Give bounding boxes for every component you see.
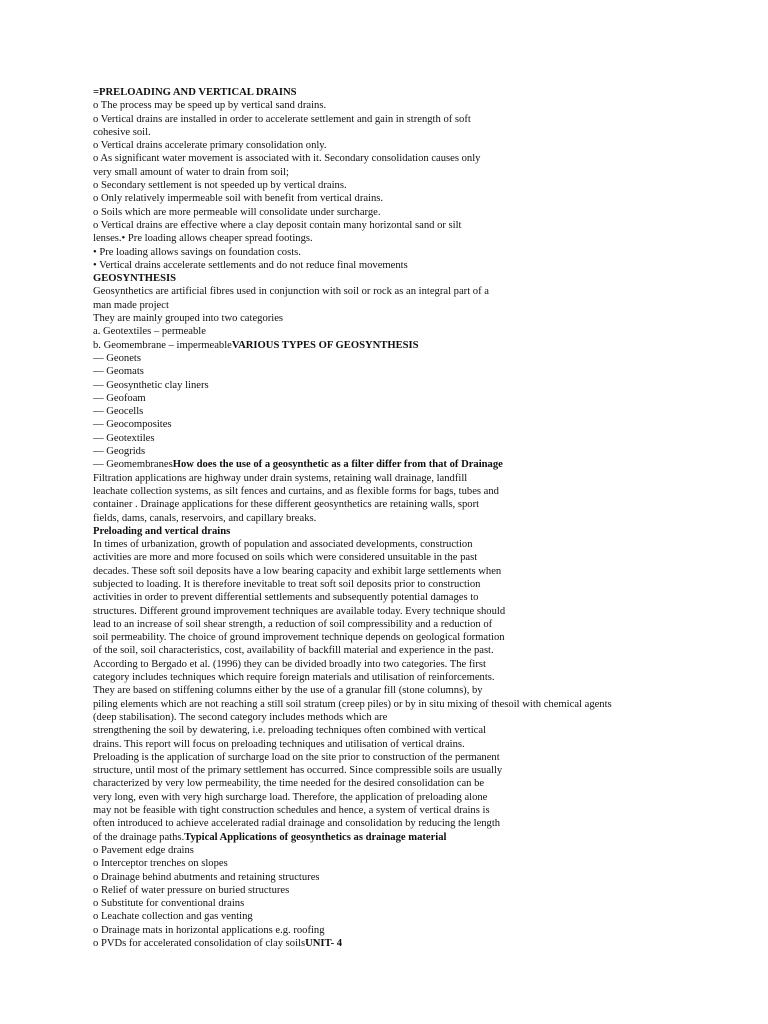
text-line (93, 152, 693, 165)
body-text: • Pre loading allows savings on foundation costs. (93, 246, 301, 258)
text-line (93, 910, 693, 923)
text-line (93, 618, 693, 631)
body-text: o Vertical drains accelerate primary consolidation only. (93, 140, 327, 152)
body-text: leachate collection systems, as silt fences and curtains, and as flexible forms for bags, tubes and (93, 485, 499, 497)
body-text: o PVDs for accelerated consolidation of clay soils (93, 938, 306, 949)
body-text: o Interceptor trenches on slopes (93, 858, 228, 870)
body-text: o Vertical drains are installed in order to accelerate settlement and gain in strength of soft (93, 113, 471, 125)
text-line (93, 498, 693, 511)
body-text: Filtration applications are highway under drain systems, retaining wall drainage, landfill (93, 472, 468, 484)
body-text: soil permeability. The choice of ground improvement technique depends on geological formation (93, 632, 505, 644)
text-line (93, 113, 693, 126)
text-line (93, 126, 693, 139)
heading-text: GEOSYNTHESIS (93, 273, 177, 285)
body-text: man made project (93, 299, 169, 311)
heading-text: UNIT- 4 (305, 938, 343, 949)
body-text: — Geonets (93, 352, 141, 364)
text-line (93, 232, 693, 245)
body-text: o The process may be speed up by vertical sand drains. (93, 100, 327, 112)
heading-text: Preloading and vertical drains (93, 525, 231, 537)
body-text: subjected to loading. It is therefore inevitable to treat soft soil deposits prior to construction (93, 578, 481, 590)
body-text: — Geotextiles (93, 432, 155, 444)
text-line (93, 684, 693, 697)
body-text: — Geogrids (93, 446, 146, 458)
body-text: o Drainage behind abutments and retaining structures (93, 871, 320, 883)
body-text: — Geocells (93, 406, 144, 418)
text-line (93, 551, 693, 564)
body-text: container . Drainage applications for these different geosynthetics are retaining walls, sport (93, 499, 480, 511)
body-text: characterized by very low permeability, the time needed for the desired consolidation can be (93, 778, 485, 790)
text-line (93, 325, 693, 338)
text-line (93, 392, 693, 405)
text-line (93, 658, 693, 671)
text-line (93, 179, 693, 192)
body-text: very long, even with very high surcharge load. Therefore, the application of preloading alone (93, 791, 488, 803)
heading-text: VARIOUS TYPES OF GEOSYNTHESIS (231, 339, 419, 351)
body-text: o Soils which are more permeable will consolidate under surcharge. (93, 206, 381, 218)
text-line (93, 578, 693, 591)
body-text: decades. These soft soil deposits have a low bearing capacity and exhibit large settlements when (93, 565, 502, 577)
heading-text: =PRELOADING AND VERTICAL DRAINS (93, 87, 297, 98)
body-text: o Drainage mats in horizontal applications e.g. roofing (93, 924, 325, 936)
text-line (93, 698, 693, 711)
text-line (93, 671, 693, 684)
text-line (93, 365, 693, 378)
text-line (93, 937, 693, 950)
body-text: lenses.• Pre loading allows cheaper spread footings. (93, 233, 313, 245)
text-line (93, 538, 693, 551)
body-text: very small amount of water to drain from soil; (93, 166, 289, 178)
text-line (93, 379, 693, 392)
text-line (93, 711, 693, 724)
body-text: activities are more and more focused on soils which were considered unsuitable in the past (93, 552, 478, 564)
body-text: • Vertical drains accelerate settlements and do not reduce final movements (93, 259, 408, 271)
text-line (93, 631, 693, 644)
text-line (93, 565, 693, 578)
body-text: lead to an increase of soil shear strength, a reduction of soil compressibility and a reduction of (93, 618, 493, 630)
body-text: activities in order to prevent differential settlements and subsequently potential damages to (93, 592, 479, 604)
body-text: a. Geotextiles – permeable (93, 326, 206, 338)
body-text: drains. This report will focus on preloading techniques and utilisation of vertical drains. (93, 738, 465, 750)
body-text: structures. Different ground improvement techniques are available today. Every technique should (93, 605, 506, 617)
body-text: Preloading is the application of surcharge load on the site prior to construction of the permanent (93, 751, 500, 763)
body-text: — Geofoam (93, 392, 146, 404)
text-line (93, 472, 693, 485)
text-line (93, 724, 693, 737)
text-line (93, 339, 693, 352)
body-text: b. Geomembrane – impermeable (93, 339, 232, 351)
text-line (93, 432, 693, 445)
heading-text: How does the use of a geosynthetic as a filter differ from that of Drainage (172, 459, 503, 471)
text-line (93, 352, 693, 365)
body-text: fields, dams, canals, reservoirs, and capillary breaks. (93, 512, 317, 524)
body-text: category includes techniques which require foreign materials and utilisation of reinforcements. (93, 672, 495, 684)
body-text: — Geocomposites (93, 419, 172, 431)
text-line (93, 764, 693, 777)
body-text: They are mainly grouped into two categories (93, 313, 284, 325)
text-line (93, 405, 693, 418)
text-line (93, 285, 693, 298)
text-line (93, 884, 693, 897)
body-text: o Vertical drains are effective where a clay deposit contain many horizontal sand or silt (93, 219, 462, 231)
text-line (93, 525, 693, 538)
body-text: o As significant water movement is associated with it. Secondary consolidation causes only (93, 153, 481, 165)
text-line (93, 512, 693, 525)
text-line (93, 644, 693, 657)
text-line (93, 871, 693, 884)
text-line (93, 738, 693, 751)
body-text: o Relief of water pressure on buried structures (93, 884, 290, 896)
body-text: often introduced to achieve accelerated radial drainage and consolidation by reducing the length (93, 818, 501, 830)
text-line (93, 139, 693, 152)
text-line (93, 804, 693, 817)
body-text: strengthening the soil by dewatering, i.e. preloading techniques often combined with vertical (93, 725, 487, 737)
text-line (93, 817, 693, 830)
body-text: o Leachate collection and gas venting (93, 911, 253, 923)
body-text: Geosynthetics are artificial fibres used in conjunction with soil or rock as an integral part of a (93, 286, 489, 298)
text-line (93, 299, 693, 312)
text-line (93, 86, 693, 99)
body-text: o Only relatively impermeable soil with benefit from vertical drains. (93, 193, 384, 205)
body-text: (deep stabilisation). The second category includes methods which are (93, 711, 388, 723)
body-text: o Pavement edge drains (93, 844, 194, 856)
text-line (93, 99, 693, 112)
text-line (93, 605, 693, 618)
body-text: of the drainage paths. (93, 831, 185, 843)
text-line (93, 485, 693, 498)
body-text: They are based on stiffening columns either by the use of a granular fill (stone columns), by (93, 685, 483, 697)
body-text: cohesive soil. (93, 126, 151, 138)
text-line (93, 272, 693, 285)
body-text: — Geomembranes (93, 459, 173, 471)
text-line (93, 591, 693, 604)
text-line (93, 192, 693, 205)
body-text: structure, until most of the primary settlement has occurred. Since compressible soils are usually (93, 765, 503, 777)
text-line (93, 777, 693, 790)
body-text: According to Bergado et al. (1996) they can be divided broadly into two categories. The first (93, 658, 486, 670)
text-line (93, 259, 693, 272)
text-line (93, 831, 693, 844)
body-text: o Substitute for conventional drains (93, 898, 245, 910)
text-line (93, 751, 693, 764)
body-text: may not be feasible with tight construction schedules and hence, a system of vertical drains is (93, 805, 490, 817)
text-line (93, 206, 693, 219)
text-line (93, 418, 693, 431)
text-line (93, 791, 693, 804)
text-line (93, 246, 693, 259)
body-text: piling elements which are not reaching a still soil stratum (creep piles) or by in situ mixing of thesoil with chemical agents (93, 698, 612, 710)
heading-text: Typical Applications of geosynthetics as drainage material (184, 831, 447, 843)
text-line (93, 458, 693, 471)
text-line (93, 897, 693, 910)
document-body (93, 86, 693, 950)
text-line (93, 445, 693, 458)
text-line (93, 219, 693, 232)
body-text: — Geosynthetic clay liners (93, 379, 209, 391)
text-line (93, 857, 693, 870)
body-text: In times of urbanization, growth of population and associated developments, construction (93, 539, 473, 551)
text-line (93, 312, 693, 325)
text-line (93, 924, 693, 937)
text-line (93, 844, 693, 857)
body-text: — Geomats (93, 366, 144, 378)
body-text: of the soil, soil characteristics, cost, availability of backfill material and experience in the past. (93, 645, 494, 657)
text-line (93, 166, 693, 179)
body-text: o Secondary settlement is not speeded up by vertical drains. (93, 180, 347, 192)
